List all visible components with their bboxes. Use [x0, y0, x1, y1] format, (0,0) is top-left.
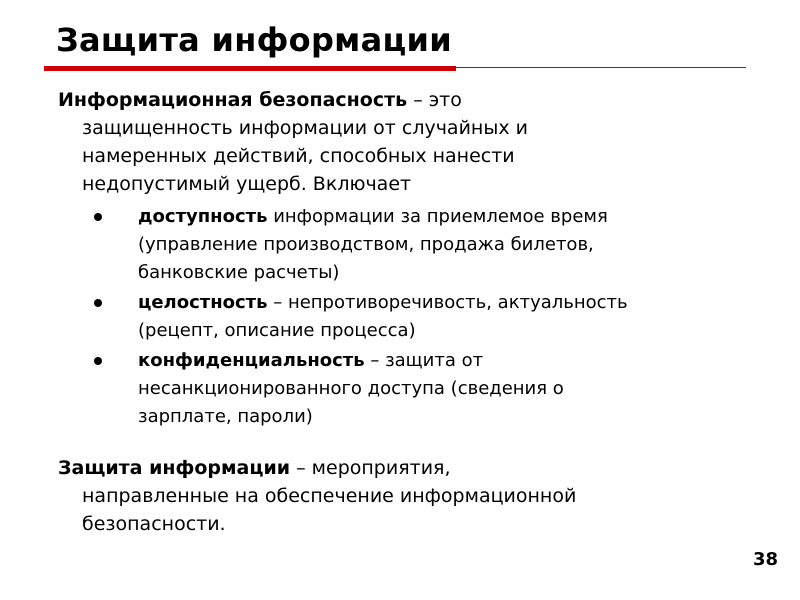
bullet-term: доступность: [138, 206, 268, 227]
intro-line-1: [58, 86, 528, 114]
bullet-text: информации за приемлемое время: [267, 206, 608, 227]
bullet-term: целостность: [138, 292, 268, 313]
bullet-list: [94, 203, 628, 433]
bullet-term: конфиденциальность: [138, 350, 365, 371]
slide-title: Защита информации: [56, 21, 452, 59]
intro-paragraph: [58, 86, 528, 198]
intro-term: Информационная безопасность: [58, 89, 408, 111]
bullet-line-3: зарплате, пароли): [138, 406, 313, 427]
bullet-line-1: [138, 289, 628, 317]
closing-line-2: направленные на обеспечение информационной: [82, 485, 577, 507]
closing-line-3: безопасности.: [82, 513, 226, 535]
bullet-line-1: [138, 203, 628, 231]
page-number: 38: [752, 549, 778, 570]
title-underline-thin: [456, 67, 746, 68]
bullet-item-availability: [94, 203, 628, 287]
intro-line-3: намеренных действий, способных нанести: [82, 145, 515, 167]
bullet-text: – непротиворечивость, актуальность: [267, 292, 628, 313]
bullet-dot-icon: [94, 357, 102, 365]
bullet-dot-icon: [94, 299, 102, 307]
bullet-item-integrity: [94, 289, 628, 345]
closing-term: Защита информации: [58, 457, 291, 479]
bullet-line-2: (рецепт, описание процесса): [138, 320, 416, 341]
bullet-dot-icon: [94, 213, 102, 221]
intro-line-4: недопустимый ущерб. Включает: [82, 173, 412, 195]
bullet-line-1: [138, 347, 628, 375]
closing-line-1: [58, 454, 576, 482]
bullet-line-2: несанкционированного доступа (сведения о: [138, 378, 564, 399]
closing-paragraph: [58, 454, 576, 538]
bullet-item-confidentiality: [94, 347, 628, 431]
intro-line-1-rest: – это: [407, 89, 462, 111]
bullet-line-3: банковские расчеты): [138, 262, 340, 283]
bullet-line-2: (управление производством, продажа билетов,: [138, 234, 594, 255]
title-underline-accent: [44, 66, 456, 71]
closing-line-1-rest: – мероприятия,: [290, 457, 451, 479]
intro-line-2: защищенность информации от случайных и: [82, 117, 528, 139]
bullet-text: – защита от: [364, 350, 484, 371]
